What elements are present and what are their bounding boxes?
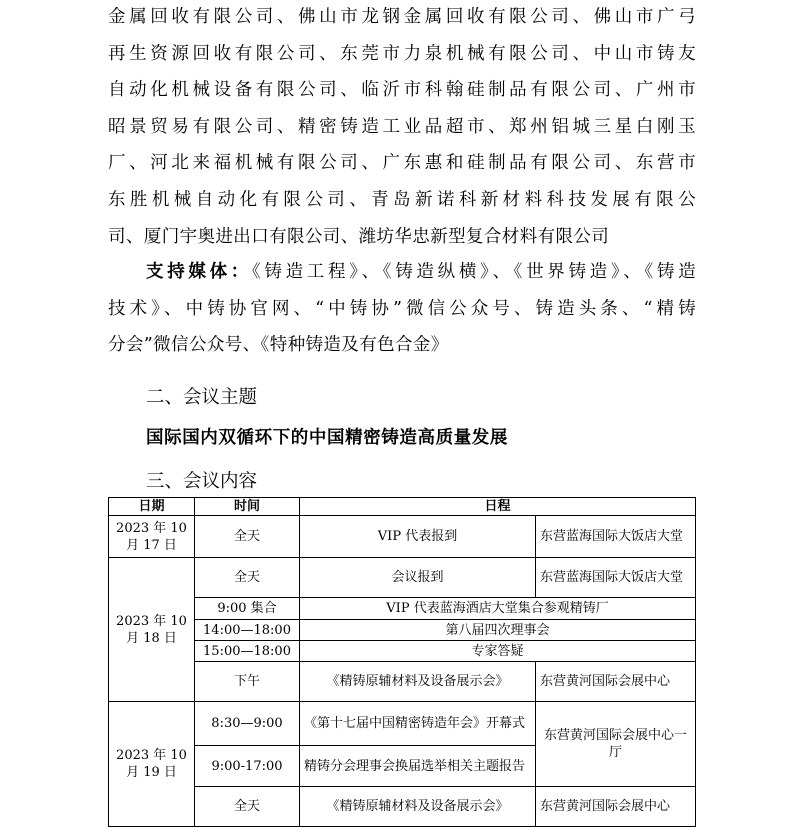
- text-line: 自动化机械设备有限公司、临沂市科翰硅制品有限公司、广州市: [108, 80, 696, 101]
- table-row: [109, 787, 696, 827]
- date-cell: 2023 年 10 月 17 日: [109, 516, 195, 558]
- table-row: [109, 702, 696, 746]
- table-row: [109, 620, 696, 641]
- table-row: [109, 516, 696, 558]
- place-cell: 东营黄河国际会展中心: [536, 662, 696, 702]
- header-date: 日期: [109, 498, 195, 516]
- event-cell: VIP 代表蓝海酒店大堂集合参观精铸厂: [300, 598, 696, 620]
- section-2-heading: 二、会议主题: [146, 387, 258, 408]
- text-line: 分会”微信公众号、《特种铸造及有色合金》: [108, 335, 449, 356]
- place-cell: 东营蓝海国际大饭店大堂: [536, 516, 696, 558]
- date-cell: 2023 年 10 月 18 日: [109, 558, 195, 702]
- event-cell: VIP 代表报到: [300, 516, 536, 558]
- event-cell: 会议报到: [300, 558, 536, 598]
- time-cell: 全天: [195, 787, 300, 827]
- header-time: 时间: [195, 498, 300, 516]
- event-cell: 《精铸原辅材料及设备展示会》: [300, 662, 536, 702]
- text-line: 厂、河北来福机械有限公司、广东惠和硅制品有限公司、东营市: [108, 153, 696, 174]
- place-cell: 东营蓝海国际大饭店大堂: [536, 558, 696, 598]
- table-row: [109, 641, 696, 662]
- time-cell: 8:30—9:00: [195, 702, 300, 746]
- text-line: 金属回收有限公司、佛山市龙钢金属回收有限公司、佛山市广弓: [108, 7, 696, 27]
- text-line: 司、厦门宇奥进出口有限公司、潍坊华忠新型复合材料有限公司: [108, 226, 610, 247]
- table-header-row: [109, 498, 696, 516]
- time-cell: 全天: [195, 516, 300, 558]
- time-cell: 9:00 集合: [195, 598, 300, 620]
- support-media-paragraph: [108, 254, 696, 364]
- text-line: 再生资源回收有限公司、东莞市力泉机械有限公司、中山市铸友: [108, 43, 696, 64]
- text-line: [108, 254, 696, 291]
- table-row: [109, 558, 696, 598]
- table-row: [109, 662, 696, 702]
- event-cell: 《第十七届中国精密铸造年会》开幕式: [300, 702, 536, 746]
- support-media-label: 支持媒体：: [146, 262, 252, 282]
- organizer-list-paragraph: [108, 0, 696, 255]
- event-cell: 专家答疑: [300, 641, 696, 662]
- place-cell: 东营黄河国际会展中心一厅: [536, 702, 696, 787]
- text-line: 昭景贸易有限公司、精密铸造工业品超市、郑州铝城三星白刚玉: [108, 116, 696, 137]
- time-cell: 15:00—18:00: [195, 641, 300, 662]
- place-cell: 东营黄河国际会展中心: [536, 787, 696, 827]
- conference-theme: 国际国内双循环下的中国精密铸造高质量发展: [146, 428, 508, 448]
- header-schedule: 日程: [300, 498, 696, 516]
- table-row: [109, 598, 696, 620]
- support-media-text: 《铸造工程》、《铸造纵横》、《世界铸造》、《铸造: [251, 262, 697, 282]
- time-cell: 9:00-17:00: [195, 746, 300, 787]
- time-cell: 14:00—18:00: [195, 620, 300, 641]
- text-line: 东胜机械自动化有限公司、青岛新诺科新材料科技发展有限公: [108, 189, 696, 210]
- event-cell: 精铸分会理事会换届选举相关主题报告: [300, 746, 536, 787]
- event-cell: 《精铸原辅材料及设备展示会》: [300, 787, 536, 827]
- section-3-heading: 三、会议内容: [146, 471, 258, 492]
- schedule-table: [108, 497, 696, 827]
- time-cell: 下午: [195, 662, 300, 702]
- event-cell: 第八届四次理事会: [300, 620, 696, 641]
- date-cell: 2023 年 10 月 19 日: [109, 702, 195, 827]
- text-line: 技术》、中铸协官网、“中铸协”微信公众号、铸造头条、“精铸: [108, 298, 696, 319]
- time-cell: 全天: [195, 558, 300, 598]
